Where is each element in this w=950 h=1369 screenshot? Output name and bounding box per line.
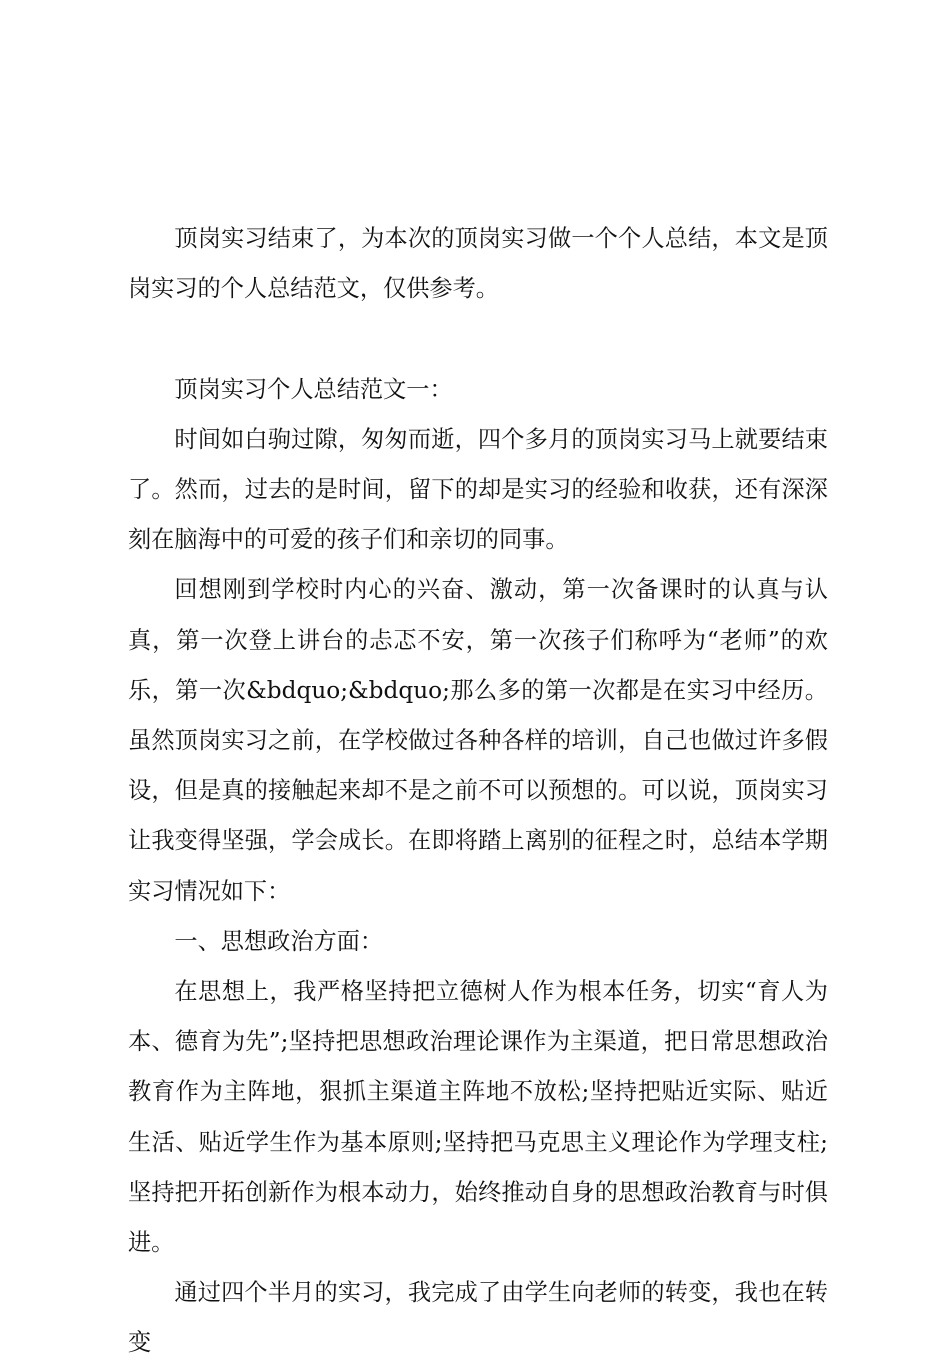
body-paragraph: 时间如白驹过隙，匆匆而逝，四个多月的顶岗实习马上就要结束了。然而，过去的是时间，留下的却是实习的经验和收获，还有深深刻在脑海中的可爱的孩子们和亲切的同事。 [128, 425, 828, 554]
document-body [128, 214, 828, 1369]
body-paragraph: 通过四个半月的实习，我完成了由学生向老师的转变，我也在转变 [128, 1279, 828, 1357]
section-title: 顶岗实习个人总结范文一： [174, 375, 453, 403]
body-paragraph: 在思想上，我严格坚持把立德树人作为根本任务，切实“育人为本、德育为先”;坚持把思想政治理论课作为主渠道，把日常思想政治教育作为主阵地，狠抓主渠道主阵地不放松;坚持把贴近实际、贴近生活、贴近学生作为基本原则;坚持把马克思主义理论作为学理支柱;坚持把开拓创新作为根本动力，始终推动自身的思想政治教育与时俱进。 [128, 978, 828, 1257]
intro-paragraph: 顶岗实习结束了，为本次的顶岗实习做一个个人总结，本文是顶岗实习的个人总结范文，仅供参考。 [128, 225, 828, 303]
paragraph-spacer [128, 314, 828, 364]
body-paragraph: 回想刚到学校时内心的兴奋、激动，第一次备课时的认真与认真，第一次登上讲台的忐忑不安，第一次孩子们称呼为“老师”的欢乐，第一次&bdquo;&bdquo;那么多的第一次都是在实习中经历。虽然顶岗实习之前，在学校做过各种各样的培训，自己也做过许多假设，但是真的接触起来却不是之前不可以预想的。可以说，顶岗实习让我变得坚强，学会成长。在即将踏上离别的征程之时，总结本学期实习情况如下： [128, 576, 828, 905]
section-heading: 一、思想政治方面： [174, 927, 384, 955]
